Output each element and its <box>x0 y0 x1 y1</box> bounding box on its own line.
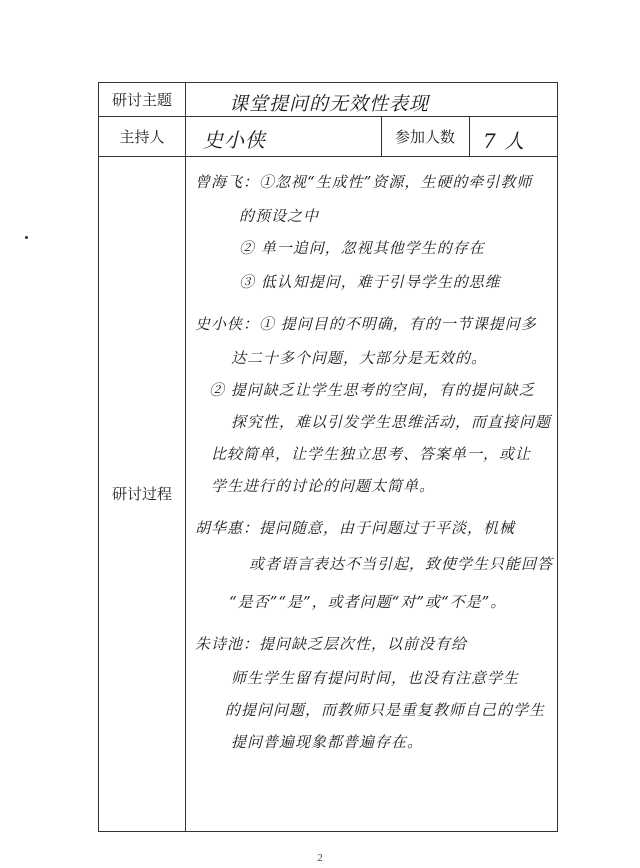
process-line: “是否”“是”，或者问题“对”或“不是”。 <box>229 593 507 611</box>
process-line: ③ 低认知提问，难于引导学生的思维 <box>239 273 501 291</box>
process-line: 学生进行的讨论的问题太简单。 <box>211 477 436 495</box>
process-line: 史小侠：① 提问目的不明确，有的一节课提问多 <box>195 315 537 333</box>
process-line: 的提问问题，而教师只是重复教师自己的学生 <box>225 701 546 719</box>
process-line: 或者语言表达不当引起，致使学生只能回答 <box>249 555 554 573</box>
process-label: 研讨过程 <box>111 485 172 503</box>
page-number: 2 <box>317 852 323 864</box>
topic-value: 课堂提问的无效性表现 <box>229 93 430 115</box>
process-line: 胡华惠：提问随意，由于问题过于平淡，机械 <box>195 519 516 537</box>
host-label: 主持人 <box>119 127 165 146</box>
topic-label: 研讨主题 <box>111 91 172 109</box>
process-line: 朱诗池：提问缺乏层次性，以前没有给 <box>195 635 468 653</box>
process-line: 达二十多个问题，大部分是无效的。 <box>231 349 488 367</box>
process-line: 比较简单，让学生独立思考、答案单一，或让 <box>211 445 532 463</box>
process-line: 师生学生留有提问时间，也没有注意学生 <box>231 669 520 687</box>
host-value: 史小侠 <box>203 128 266 152</box>
process-line: 的预设之中 <box>239 207 320 225</box>
process-line: 曾海飞：①忽视“生成性”资源，生硬的牵引教师 <box>195 173 533 191</box>
process-line: 提问普遍现象都普遍存在。 <box>231 733 424 751</box>
process-line: 探究性，难以引发学生思维活动，而直接问题 <box>231 413 552 431</box>
scan-speck <box>25 236 28 239</box>
column-divider <box>185 83 186 831</box>
process-line: ② 单一追问，忽视其他学生的存在 <box>239 239 485 257</box>
seminar-record-form <box>98 82 558 832</box>
column-divider <box>469 116 470 156</box>
participants-value: 7 人 <box>483 129 526 153</box>
process-line: ② 提问缺乏让学生思考的空间，有的提问缺乏 <box>209 381 535 399</box>
participants-label: 参加人数 <box>394 127 455 146</box>
